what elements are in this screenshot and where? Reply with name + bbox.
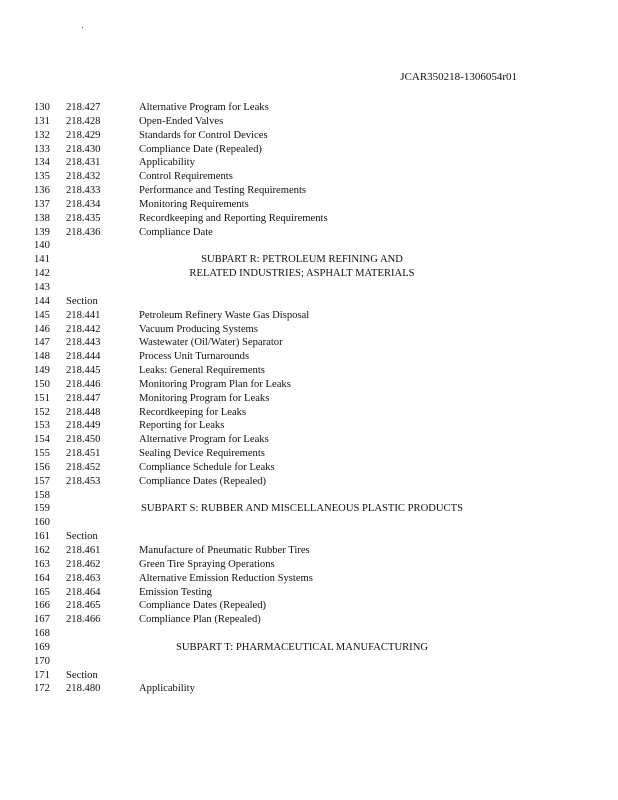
toc-line	[0, 433, 618, 447]
toc-line	[0, 101, 618, 115]
line-number: 152	[34, 406, 50, 418]
section-number: 218.434	[66, 198, 101, 210]
line-number: 147	[34, 337, 50, 349]
toc-line	[0, 613, 618, 627]
section-number: 218.462	[66, 558, 101, 570]
section-label: Section	[66, 531, 98, 543]
subpart-heading: SUBPART R: PETROLEUM REFINING AND	[201, 254, 403, 266]
toc-line	[0, 599, 618, 613]
line-number: 139	[34, 226, 50, 238]
toc-line	[0, 378, 618, 392]
line-number: 148	[34, 351, 50, 363]
toc-line	[0, 682, 618, 696]
toc-line	[0, 419, 618, 433]
toc-line	[0, 170, 618, 184]
toc-line	[0, 475, 618, 489]
toc-line	[0, 447, 618, 461]
line-number: 167	[34, 614, 50, 626]
line-number: 170	[34, 655, 50, 667]
table-of-contents	[0, 101, 618, 696]
toc-line	[0, 586, 618, 600]
section-number: 218.444	[66, 351, 101, 363]
toc-line	[0, 489, 618, 503]
section-number: 218.452	[66, 461, 101, 473]
toc-line	[0, 212, 618, 226]
section-number: 218.461	[66, 545, 101, 556]
subpart-heading-line	[0, 502, 618, 516]
subpart-heading: RELATED INDUSTRIES; ASPHALT MATERIALS	[189, 268, 415, 280]
section-title: Green Tire Spraying Operations	[139, 558, 275, 570]
section-title: Performance and Testing Requirements	[139, 185, 307, 197]
line-number: 153	[34, 420, 50, 432]
line-number: 132	[34, 129, 50, 141]
section-title: Applicability	[139, 157, 195, 169]
section-title: Standards for Control Devices	[139, 129, 268, 141]
subpart-heading: SUBPART T: PHARMACEUTICAL MANUFACTURING	[175, 641, 429, 653]
toc-line	[0, 156, 618, 170]
section-title: Reporting for Leaks	[139, 420, 225, 432]
document-id: JCAR350218-1306054r01	[400, 71, 517, 83]
line-number: 171	[34, 669, 50, 681]
toc-line	[0, 461, 618, 475]
line-number: 166	[34, 600, 50, 612]
toc-line	[0, 184, 618, 198]
section-title: Compliance Dates (Repealed)	[139, 600, 267, 612]
section-number: 218.436	[66, 226, 101, 238]
line-number: 164	[34, 572, 50, 584]
section-number: 218.448	[66, 406, 101, 418]
section-title: Open-Ended Valves	[139, 115, 224, 127]
section-title: Compliance Date	[139, 226, 213, 238]
section-title: Monitoring Program for Leaks	[139, 392, 270, 404]
line-number: 168	[34, 628, 50, 640]
toc-line	[0, 406, 618, 420]
section-number: 218.464	[66, 586, 101, 598]
section-number: 218.451	[66, 448, 101, 460]
line-number: 149	[34, 365, 50, 377]
section-title: Monitoring Requirements	[139, 198, 249, 210]
toc-line	[0, 530, 618, 544]
section-number: 218.449	[66, 420, 101, 432]
section-number: 218.466	[66, 614, 101, 626]
section-number: 218.453	[66, 475, 101, 487]
section-number: 218.463	[66, 572, 101, 584]
section-number: 218.480	[66, 683, 101, 695]
toc-line	[0, 544, 618, 558]
section-title: Alternative Program for Leaks	[139, 102, 269, 113]
section-number: 218.442	[66, 323, 101, 335]
line-number: 145	[34, 309, 50, 321]
section-number: 218.430	[66, 143, 101, 155]
line-number: 134	[34, 157, 50, 169]
section-title: Compliance Plan (Repealed)	[139, 614, 261, 626]
line-number: 133	[34, 143, 50, 155]
section-number: 218.429	[66, 129, 101, 141]
toc-line	[0, 655, 618, 669]
section-number: 218.431	[66, 157, 101, 169]
toc-line	[0, 281, 618, 295]
section-title: Applicability	[139, 683, 195, 695]
line-number: 172	[34, 683, 50, 695]
section-number: 218.432	[66, 171, 101, 183]
line-number: 169	[34, 641, 50, 653]
line-number: 146	[34, 323, 50, 335]
subpart-heading-line	[0, 267, 618, 281]
toc-line	[0, 323, 618, 337]
toc-line	[0, 295, 618, 309]
section-title: Monitoring Program Plan for Leaks	[139, 378, 291, 390]
line-number: 143	[34, 281, 50, 293]
subpart-heading: SUBPART S: RUBBER AND MISCELLANEOUS PLASTIC PRODUCTS	[141, 503, 463, 515]
line-number: 137	[34, 198, 50, 210]
toc-line	[0, 336, 618, 350]
line-number: 142	[34, 268, 50, 280]
section-title: Alternative Program for Leaks	[139, 434, 269, 446]
section-number: 218.435	[66, 212, 101, 224]
section-title: Manufacture of Pneumatic Rubber Tires	[139, 545, 310, 556]
section-title: Sealing Device Requirements	[139, 448, 265, 460]
toc-line	[0, 364, 618, 378]
section-number: 218.443	[66, 337, 101, 349]
line-number: 154	[34, 434, 50, 446]
line-number: 165	[34, 586, 50, 598]
section-number: 218.450	[66, 434, 101, 446]
section-title: Emission Testing	[139, 586, 212, 598]
line-number: 131	[34, 115, 50, 127]
section-title: Wastewater (Oil/Water) Separator	[139, 337, 283, 349]
toc-line	[0, 143, 618, 157]
section-title: Leaks: General Requirements	[139, 365, 265, 377]
line-number: 136	[34, 185, 50, 197]
line-number: 157	[34, 475, 50, 487]
line-number: 162	[34, 545, 50, 556]
scan-speck	[82, 27, 83, 28]
section-title: Recordkeeping for Leaks	[139, 406, 247, 418]
toc-line	[0, 516, 618, 530]
section-number: 218.427	[66, 102, 101, 113]
toc-line	[0, 558, 618, 572]
section-number: 218.446	[66, 378, 101, 390]
section-number: 218.447	[66, 392, 101, 404]
section-number: 218.445	[66, 365, 101, 377]
line-number: 144	[34, 295, 50, 307]
toc-line	[0, 198, 618, 212]
toc-line	[0, 572, 618, 586]
toc-line	[0, 115, 618, 129]
toc-line	[0, 392, 618, 406]
toc-line	[0, 669, 618, 683]
line-number: 140	[34, 240, 50, 252]
toc-line	[0, 129, 618, 143]
section-title: Petroleum Refinery Waste Gas Disposal	[139, 309, 310, 321]
line-number: 158	[34, 489, 50, 501]
line-number: 159	[34, 503, 50, 515]
line-number: 130	[34, 102, 50, 113]
subpart-heading-line	[0, 641, 618, 655]
subpart-heading-line	[0, 253, 618, 267]
section-title: Process Unit Turnarounds	[139, 351, 250, 363]
section-number: 218.433	[66, 185, 101, 197]
toc-line	[0, 239, 618, 253]
section-title: Compliance Date (Repealed)	[139, 143, 262, 155]
section-title: Compliance Schedule for Leaks	[139, 461, 275, 473]
section-title: Alternative Emission Reduction Systems	[139, 572, 313, 584]
section-number: 218.441	[66, 309, 101, 321]
section-title: Vacuum Producing Systems	[139, 323, 258, 335]
line-number: 141	[34, 254, 50, 266]
line-number: 135	[34, 171, 50, 183]
section-number: 218.428	[66, 115, 101, 127]
section-title: Recordkeeping and Reporting Requirements	[139, 212, 328, 224]
toc-line	[0, 627, 618, 641]
line-number: 150	[34, 378, 50, 390]
section-number: 218.465	[66, 600, 101, 612]
toc-line	[0, 309, 618, 323]
line-number: 151	[34, 392, 50, 404]
line-number: 155	[34, 448, 50, 460]
section-title: Control Requirements	[139, 171, 233, 183]
line-number: 156	[34, 461, 50, 473]
line-number: 161	[34, 531, 50, 543]
line-number: 160	[34, 517, 50, 529]
section-label: Section	[66, 669, 98, 681]
line-number: 138	[34, 212, 50, 224]
section-title: Compliance Dates (Repealed)	[139, 475, 267, 487]
section-label: Section	[66, 295, 98, 307]
line-number: 163	[34, 558, 50, 570]
toc-line	[0, 226, 618, 240]
toc-line	[0, 350, 618, 364]
